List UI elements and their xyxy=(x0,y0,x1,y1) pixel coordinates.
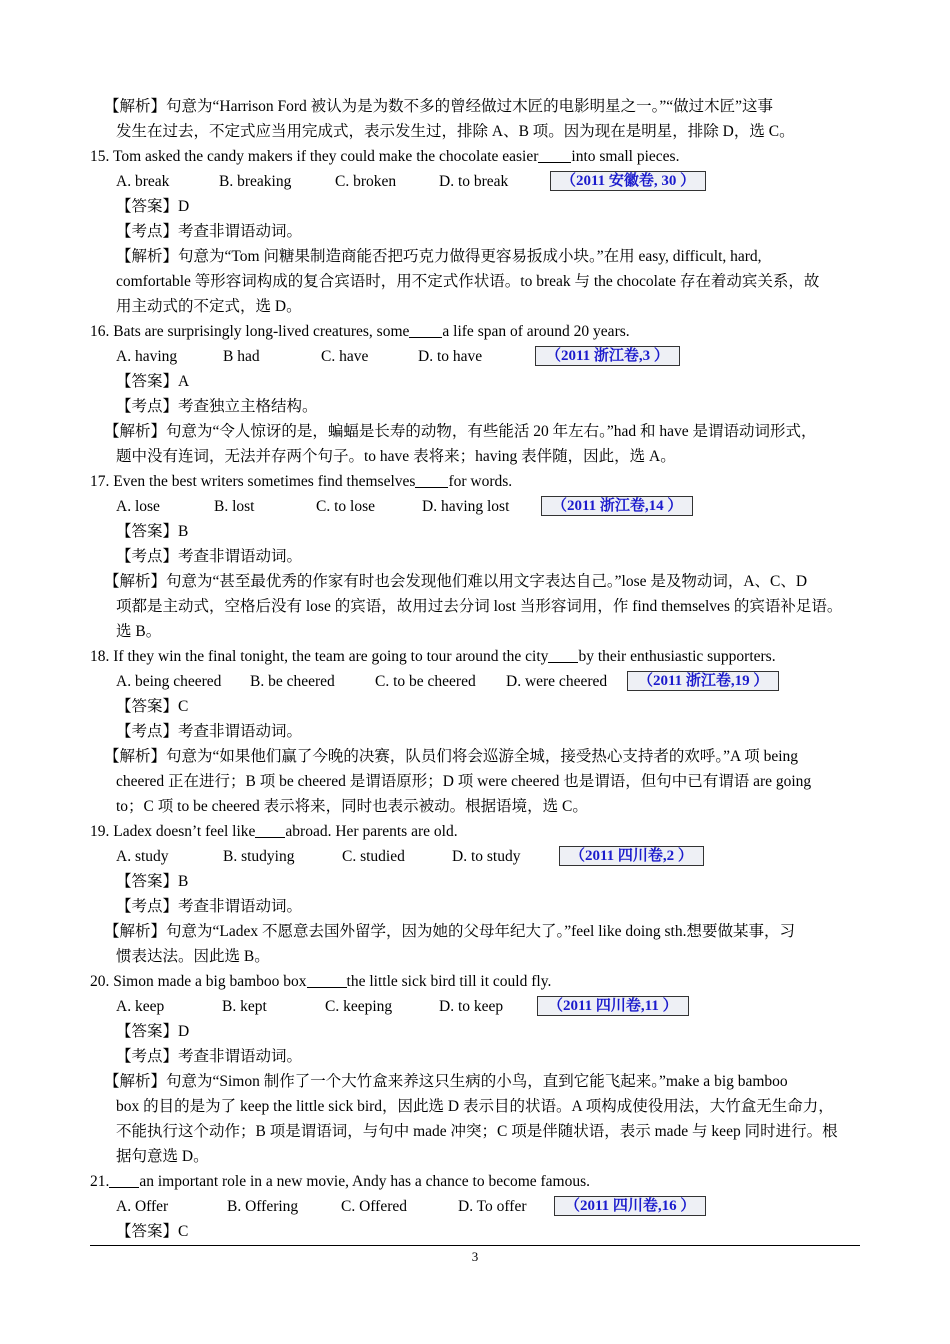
option-d: D. To offer xyxy=(458,1198,527,1215)
key-point-line: 【考点】考查非谓语动词。 xyxy=(116,548,303,565)
options-row xyxy=(90,669,860,694)
key-point-line: 【考点】考查独立主格结构。 xyxy=(116,398,318,415)
explanation-line: 【解析】句意为“Simon 制作了一个大竹盒来养这只生病的小鸟，直到它能飞起来。”make a big bamboo xyxy=(104,1073,788,1090)
explanation-line: 【解析】句意为“令人惊讶的是，蝙蝠是长寿的动物，有些能活 20 年左右。”had 和 have 是谓语动词形式， xyxy=(104,423,817,440)
option-b: B. be cheered xyxy=(250,673,335,690)
question-21 xyxy=(90,1169,860,1194)
explanation-line: 用主动式的不定式，选 D。 xyxy=(116,298,302,315)
option-c: C. keeping xyxy=(325,998,393,1015)
option-a: A. having xyxy=(116,348,178,365)
question-20 xyxy=(90,969,860,994)
explanation-line: box 的目的是为了 keep the little sick bird，因此选 D 表示目的状语。A 项构成使役用法，大竹盒无生命力， xyxy=(116,1098,834,1115)
option-b: B. Offering xyxy=(227,1198,299,1215)
option-b: B. lost xyxy=(214,498,255,515)
explanation-line: 【解析】句意为“Ladex 不愿意去国外留学，因为她的父母年纪大了。”feel like doing sth.想要做某事，习 xyxy=(104,923,795,940)
explanation-line: 【解析】句意为“Harrison Ford 被认为是为数不多的曾经做过木匠的电影明星之一。”“做过木匠”这事 xyxy=(104,98,774,115)
answer-blank xyxy=(255,821,285,838)
question-text: 19. Ladex doesn’t feel like xyxy=(90,823,256,840)
explanation-line: 项都是主动式，空格后没有 lose 的宾语，故用过去分词 lost 当形容词用，作 find themselves 的宾语补足语。 xyxy=(116,598,843,615)
source-tag: （2011 安徽卷, 30 ） xyxy=(550,171,706,191)
options-row xyxy=(90,844,860,869)
option-c: C. to be cheered xyxy=(375,673,476,690)
option-c: C. Offered xyxy=(341,1198,407,1215)
question-19 xyxy=(90,819,860,844)
question-text: by their enthusiastic supporters. xyxy=(578,648,776,665)
answer-blank xyxy=(415,471,448,488)
option-b: B. kept xyxy=(222,998,267,1015)
question-text: 15. Tom asked the candy makers if they could make the chocolate easier xyxy=(90,148,539,165)
explanation-line: comfortable 等形容词构成的复合宾语时，用不定式作状语。to break 与 the chocolate 存在着动宾关系，故 xyxy=(116,273,820,290)
explanation-line: 【解析】句意为“如果他们赢了今晚的决赛，队员们将会巡游全城，接受热心支持者的欢呼。”A 项 being xyxy=(104,748,799,765)
key-point-line: 【考点】考查非谓语动词。 xyxy=(116,898,303,915)
question-text: 18. If they win the final tonight, the team are going to tour around the city xyxy=(90,648,549,665)
option-d: D. having lost xyxy=(422,498,510,515)
question-text: 16. Bats are surprisingly long-lived creatures, some xyxy=(90,323,410,340)
option-d: D. to break xyxy=(439,173,509,190)
answer-blank xyxy=(409,321,442,338)
explanation-line: 题中没有连词，无法并存两个句子。to have 表将来；having 表伴随，因此，选 A。 xyxy=(116,448,676,465)
page-number: 3 xyxy=(471,1249,479,1264)
options-row xyxy=(90,994,860,1019)
footer-divider xyxy=(90,1245,860,1246)
explanation-line: 发生在过去，不定式应当用完成式，表示发生过，排除 A、B 项。因为现在是明星，排除 D，选 C。 xyxy=(116,123,795,140)
option-d: D. to have xyxy=(418,348,483,365)
answer-line: 【答案】C xyxy=(116,698,189,715)
options-row xyxy=(90,169,860,194)
source-tag: （2011 四川卷,11 ） xyxy=(537,996,689,1016)
question-text: into small pieces. xyxy=(571,148,680,165)
answer-blank xyxy=(538,146,571,163)
option-a: A. lose xyxy=(116,498,160,515)
option-d: D. to keep xyxy=(439,998,504,1015)
answer-line: 【答案】B xyxy=(116,523,189,540)
option-b: B. breaking xyxy=(219,173,292,190)
document-page xyxy=(90,94,860,1244)
option-a: A. Offer xyxy=(116,1198,169,1215)
option-a: A. study xyxy=(116,848,169,865)
option-d: D. to study xyxy=(452,848,521,865)
key-point-line: 【考点】考查非谓语动词。 xyxy=(116,223,303,240)
question-text: abroad. Her parents are old. xyxy=(285,823,458,840)
option-b: B had xyxy=(223,348,260,365)
options-row xyxy=(90,1194,860,1219)
option-a: A. being cheered xyxy=(116,673,222,690)
question-text: 20. Simon made a big bamboo box xyxy=(90,973,307,990)
source-tag: （2011 浙江卷,19 ） xyxy=(627,671,779,691)
option-c: C. have xyxy=(321,348,369,365)
answer-blank xyxy=(307,971,347,988)
answer-line: 【答案】D xyxy=(116,198,190,215)
question-text: the little sick bird till it could fly. xyxy=(346,973,552,990)
options-row xyxy=(90,344,860,369)
explanation-line: 选 B。 xyxy=(116,623,162,640)
option-c: C. broken xyxy=(335,173,397,190)
question-16 xyxy=(90,319,860,344)
source-tag: （2011 浙江卷,14 ） xyxy=(541,496,693,516)
option-b: B. studying xyxy=(223,848,295,865)
option-d: D. were cheered xyxy=(506,673,608,690)
question-text: an important role in a new movie, Andy has a chance to become famous. xyxy=(139,1173,591,1190)
answer-line: 【答案】B xyxy=(116,873,189,890)
option-a: A. break xyxy=(116,173,170,190)
answer-line: 【答案】A xyxy=(116,373,190,390)
explanation-line: 据句意选 D。 xyxy=(116,1148,209,1165)
option-c: C. to lose xyxy=(316,498,375,515)
explanation-line: cheered 正在进行；B 项 be cheered 是谓语原形；D 项 were cheered 也是谓语，但句中已有谓语 are going xyxy=(116,773,812,790)
question-text: 21. xyxy=(90,1173,110,1190)
question-text: 17. Even the best writers sometimes find themselves xyxy=(90,473,416,490)
answer-line: 【答案】D xyxy=(116,1023,190,1040)
question-15 xyxy=(90,144,860,169)
answer-blank xyxy=(548,646,578,663)
explanation-line: to；C 项 to be cheered 表示将来，同时也表示被动。根据语境，选 C。 xyxy=(116,798,588,815)
options-row xyxy=(90,494,860,519)
explanation-line: 不能执行这个动作；B 项是谓语词，与句中 made 冲突；C 项是伴随状语，表示 made 与 keep 同时进行。根 xyxy=(116,1123,838,1140)
explanation-line: 【解析】句意为“Tom 问糖果制造商能否把巧克力做得更容易扳成小块。”在用 easy, difficult, hard, xyxy=(116,248,762,265)
key-point-line: 【考点】考查非谓语动词。 xyxy=(116,723,303,740)
source-tag: （2011 四川卷,16 ） xyxy=(554,1196,706,1216)
question-text: a life span of around 20 years. xyxy=(442,323,630,340)
explanation-line: 惯表达法。因此选 B。 xyxy=(116,948,270,965)
option-a: A. keep xyxy=(116,998,165,1015)
option-c: C. studied xyxy=(342,848,405,865)
source-tag: （2011 浙江卷,3 ） xyxy=(535,346,680,366)
answer-line: 【答案】C xyxy=(116,1223,189,1240)
answer-blank xyxy=(109,1171,139,1188)
question-text: for words. xyxy=(448,473,513,490)
source-tag: （2011 四川卷,2 ） xyxy=(559,846,704,866)
key-point-line: 【考点】考查非谓语动词。 xyxy=(116,1048,303,1065)
explanation-line: 【解析】句意为“甚至最优秀的作家有时也会发现他们难以用文字表达自己。”lose 是及物动词，A、C、D xyxy=(104,573,808,590)
question-17 xyxy=(90,469,860,494)
question-18 xyxy=(90,644,860,669)
